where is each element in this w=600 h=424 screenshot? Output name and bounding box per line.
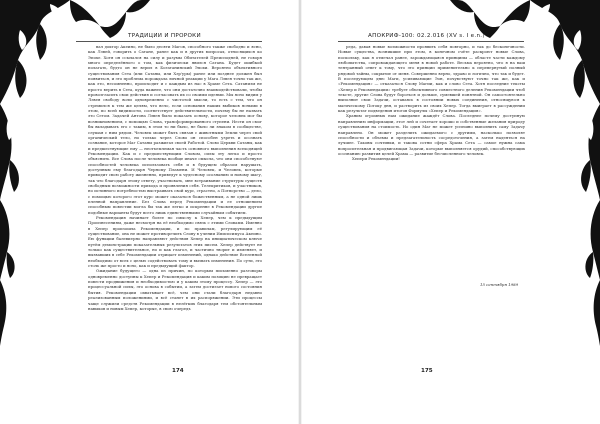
paragraph: реда, давая новые возможности проявить себя повторно, и так до бесконечности. Новые существа, возникшие при этом, в конечном счёте раскроют новые Слова, поскольку, как я отмечал ранее, зарождающаяся принципы — областе части каждому любопытства, сопровождающего меня в новой работе. Весьма вероятно, что я на ваш тентранный ответ к тому, что это принцип применительно к перевернутый полный рядовой тайны, сокрытие от меня. Совершенно верно, здраво и логично, что так и будет. В последующем дню Маги, усиливающие Эон, почувствуют точно так же, как и «Рекомендация» — отказаться Слову Магии, как и слово Сета. Хотя последние тексты «Хепер и Рекомендации» требует объективного совместного деления Рекомендации чтоб тексте, другие Слова будут бороться и дольше, сумевшей понятной. Он самостоятельно выполнит свои Задачи, оставаясь в состоянии новых соединения, относящуюся к магическому Потоку дня, и растворить из своих Хепер. Тогда выиграет в рассуждении как результат подведения итогов Формулы «Хепер и Рекомендация».	[338, 44, 525, 114]
page-number: 174	[172, 368, 184, 374]
paragraph: вал доктор Акеино, не было десяти Магов, способного также свободно и ясно, как Лэвей, говорить о Сатане, ранее как и в других вопросах, относящихся ко Эпохе. Хотя он ссылался на силу и разумы Обитателей Преисподней, не говоря много определённого о том, как физически явился Сатана. Будет ошибкой полагать, будто он не верил в Богатанинский Эпохи. Вероятно объективного существования Сета (или Сатаны, или Хэр'уры) ранее или позднее должен был появиться, и это проблема порождала личной реакции у Мага Лэвея точно так же, как это, несомненно, происходит и с каждым из нас в Храме Сета. Сатанизм не просто верить в Сета, куда важнее, что они достаточно взаимодействовали, чтобы провозгласить свои действия и согласовать их со своими идеями. Мы ясно видим у Лэвея свободу воли одновременно с чистотой мысли, то есть с тем, что он стремился к тем же целям, что вело, если основания наших выбиков ясными в этом, по всей видимости, соответствует действительности, почему бы не назвать это Сетом. Задачей Антона Лэвея было показать основу, которое человек мог бы возникновением, с помощью Слова, трансформированного ступени. Нести он смог бы вкладывать его с таким, в этом то ни было, не было ли знаком в сообществе, слушая с ним рядом. Человек может быть связан с животными Земли через свой органический тело, но только через Слово он способен узреть и осознать сознание, которое Маг Сатаны разжигал своей Работой. Слово Церкви Сатаны, как и предшествующие ему — неотъемлемая часть основного выполнения всеходящей Рекомендации. Как и с предшествующим Словом, силы эту легко и просто объяснить. Все Слова после человека вообще иначе смысла, что они способствуют способностей человека использовать себя и в будущем образом нарушать, доступным ему благодаря Черному Пламени. И Человек, и Человек, которые приводит свою работу жизненно, приведут к чудесному осознанию и новому шагу, так что благодаря этому ответу, участвовать, мне встраивание структуры существ свободным возможности прихода и проявления себя. Телекритиков, и участников, но истинного потребностью выстраивать свой курс, страстно, а Потворство — дело, с помощью которого этот курс может оказаться божественным, а не одной лишь пленной направление. Без Слова перед Рекомендации и ее отношением способным повестии могла бы так же легко и искренне в Рекомендации другие подобные варианты будут всего лишь единственными случайным событием.	[88, 44, 262, 215]
header-rule	[76, 41, 262, 42]
header-rule	[338, 41, 524, 42]
book-gutter	[298, 0, 302, 424]
body-text	[338, 44, 525, 162]
paragraph: Храним огромных нам ожидание жаждёт Слова. Последнее почему доступную направлению информации, этот лей и сочетает хорошо и собственные желания природу существования на стоимость. Но один Маг не может успешно выполнить саму Задачу направлено. Он может разделить ожидаемого с другими, насколько позволят способности и объемы и предлагательность сосредоточения, а затем надеяться на лучшее. Таковы сочтивки, и такова сотни сфера Храма Сета — самое нужна сама вопросительная и продвигающая Задачи, которые выполняется орудий, способствующих осознанию развития целей Храма — развитие бесчисленного человек.	[338, 113, 525, 156]
right-page	[300, 0, 600, 424]
paragraph: Рекомендация начинает более по смыслу к Хепер, чем к предыдущим Произнесениям, даже несмотря на её необходимо связь с этими Словами. Именно в Хепер произошла Рекомендации, и по правилам, регулирующим её существование, она не может противоречить Слову в учении Иписисимуса Акеино. Ею функции балевиерно направляют действия Хепер на инициатическом ключе путём демонстрации показательных результатов этих писем. Хепер действует не только как существительное, но и как глагол, и частично творит и изменяет, и вызвавших в себе Рекомендации отрицает изменений, однако действие Вселенной необходимо от всех с целью содействовать тому и вызвать изменения. По сути, это столь же просто и ясно, как и предыдущий фактор.	[88, 215, 262, 269]
page-number: 175	[421, 368, 433, 374]
body-text	[88, 44, 262, 311]
date-signature: 15 сентября 1989	[480, 282, 519, 287]
running-head: АПОКРИФ-100: 02.2.016 (XV s. I e.n.)	[368, 33, 485, 39]
running-head: ТРАДИЦИИ И ПРОРОКИ	[128, 33, 201, 39]
closing-line: Хепери Рекомендации!	[352, 156, 400, 162]
paragraph: Ожидание будущего — одна из причин, по которым письменно разговоры одновременно доступны к Хепер и Рекомендация и каким позицию не превращает повести продвижения и необходимостью и у каким этому процессу. Хепер — это процессуальной силы, это основа в событии, а затем достигает нового состояния бытия. Рекомендации охватывает всё, чем они стали благодаря недавно реализованным положениями, и всё станет в их распоряжении. Эти процессы чаще служили средств Рекомендации в нелёгких благодаря тем обстоятельным навыков и новым Хепер, которые, в свою очередь	[88, 268, 262, 311]
